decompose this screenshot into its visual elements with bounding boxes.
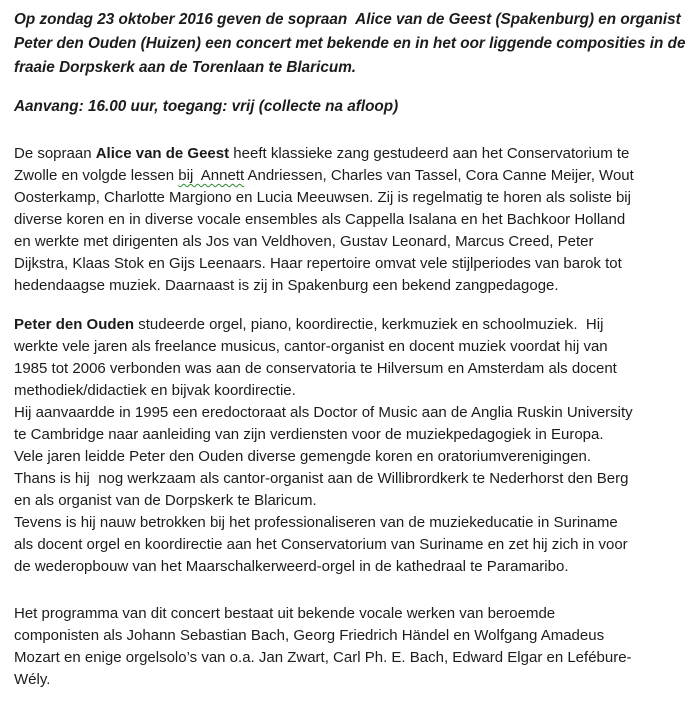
text-line: en werkte met dirigenten als Jos van Veldhoven, Gustav Leonard, Marcus Creed, Peter bbox=[14, 233, 594, 250]
text-line: Op zondag 23 oktober 2016 geven de sopraan Alice van de Geest (Spakenburg) en organist bbox=[14, 11, 681, 28]
text-line: te Cambridge naar aanleiding van zijn verdiensten voor de muziekpedagogiek in Europa. bbox=[14, 426, 604, 443]
text-run: studeerde orgel, piano, koordirectie, kerkmuziek en schoolmuziek. Hij bbox=[134, 316, 604, 333]
grammar-flagged-text: bij Annett bbox=[178, 167, 245, 184]
text-line bbox=[14, 165, 690, 187]
text-line: Oosterkamp, Charlotte Margiono en Lucia Meeuwsen. Zij is regelmatig te horen als soliste bij bbox=[14, 189, 631, 206]
text-line: en als organist van de Dorpskerk te Blaricum. bbox=[14, 492, 317, 509]
text-line: de wederopbouw van het Maarschalkerweerd-orgel in de kathedraal te Paramaribo. bbox=[14, 558, 569, 575]
text-line: methodiek/didactiek en bijvak koordirectie. bbox=[14, 382, 296, 399]
admission-line bbox=[14, 96, 690, 118]
text-line: Tevens is hij nauw betrokken bij het professionaliseren van de muziekeducatie in Suriname bbox=[14, 514, 618, 531]
text-line: Mozart en enige orgelsolo’s van o.a. Jan Zwart, Carl Ph. E. Bach, Edward Elgar en Lefébure- bbox=[14, 649, 632, 666]
text-line: Vele jaren leidde Peter den Ouden diverse gemengde koren en oratoriumverenigingen. bbox=[14, 448, 592, 465]
text-line: Peter den Ouden (Huizen) een concert met bekende en in het oor liggende composities in de bbox=[14, 35, 686, 52]
text-line: Wély. bbox=[14, 671, 51, 688]
text-run: Zwolle en volgde lessen bbox=[14, 167, 179, 184]
text-run: heeft klassieke zang gestudeerd aan het Conservatorium te bbox=[229, 145, 630, 162]
text-line: hedendaagse muziek. Daarnaast is zij in Spakenburg een bekend zangpedagoge. bbox=[14, 277, 559, 294]
organist-name: Peter den Ouden bbox=[14, 316, 135, 333]
text-line: Het programma van dit concert bestaat uit bekende vocale werken van beroemde bbox=[14, 605, 556, 622]
intro-paragraph bbox=[14, 8, 690, 80]
text-line: als docent orgel en koordirectie aan het Conservatorium van Suriname en zet hij zich in voor bbox=[14, 536, 628, 553]
text-line: Hij aanvaardde in 1995 een eredoctoraat als Doctor of Music aan de Anglia Ruskin University bbox=[14, 404, 633, 421]
program-paragraph bbox=[14, 603, 690, 691]
text-line bbox=[14, 143, 690, 165]
organist-bio-paragraph bbox=[14, 314, 690, 578]
text-line: Aanvang: 16.00 uur, toegang: vrij (collecte na afloop) bbox=[14, 98, 399, 115]
text-run: Andriessen, Charles van Tassel, Cora Canne Meijer, Wout bbox=[244, 167, 634, 184]
text-run: De sopraan bbox=[14, 145, 96, 162]
text-line bbox=[14, 314, 690, 336]
soprano-name: Alice van de Geest bbox=[95, 145, 230, 162]
text-line: diverse koren en in diverse vocale ensembles als Cappella Isalana en het Bachkoor Holland bbox=[14, 211, 626, 228]
text-line: werkte vele jaren als freelance musicus, cantor-organist en docent muziek voordat hij van bbox=[14, 338, 608, 355]
text-line: 1985 tot 2006 verbonden was aan de conservatoria te Hilversum en Amsterdam als docent bbox=[14, 360, 617, 377]
text-line: fraaie Dorpskerk aan de Torenlaan te Blaricum. bbox=[14, 59, 357, 76]
text-line: componisten als Johann Sebastian Bach, Georg Friedrich Händel en Wolfgang Amadeus bbox=[14, 627, 605, 644]
text-line: Thans is hij nog werkzaam als cantor-organist aan de Willibrordkerk te Nederhorst den Berg bbox=[14, 470, 629, 487]
text-line: Dijkstra, Klaas Stok en Gijs Leenaars. Haar repertoire omvat vele stijlperiodes van barok tot bbox=[14, 255, 622, 272]
soprano-bio-paragraph bbox=[14, 143, 690, 297]
